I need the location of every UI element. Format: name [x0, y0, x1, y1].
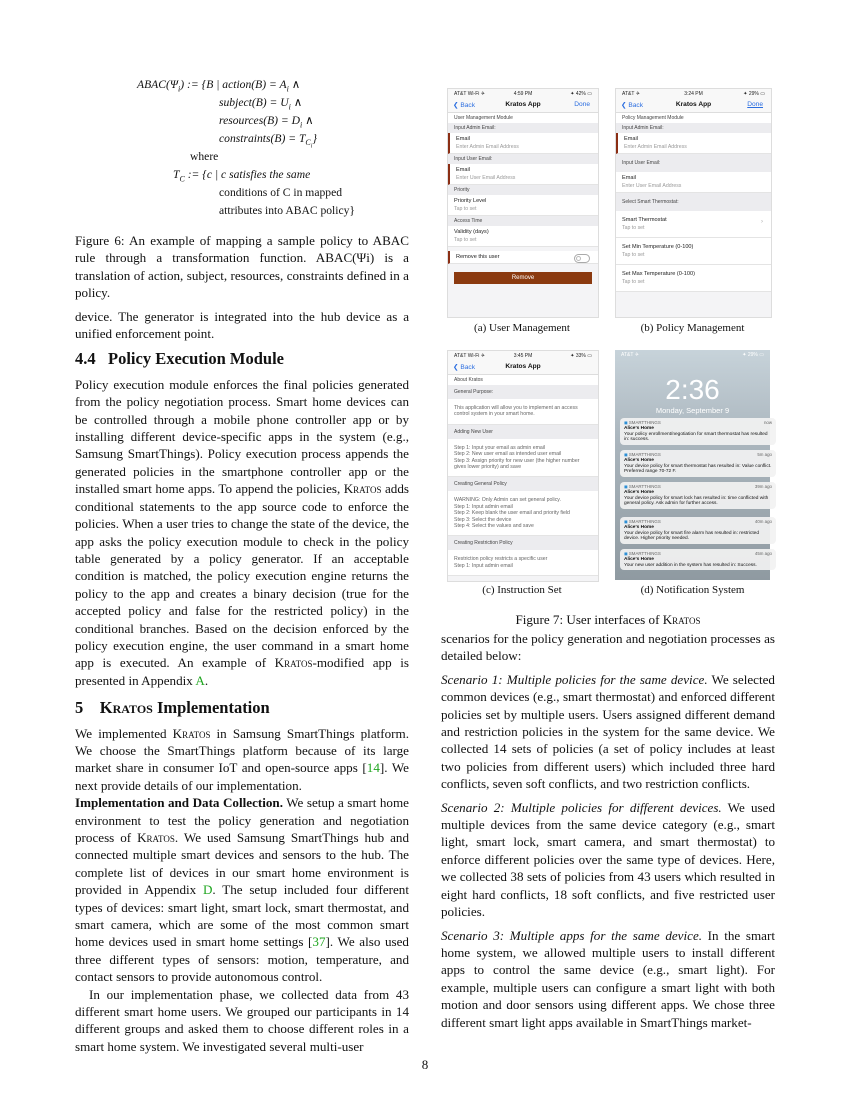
thermostat-selector[interactable]: Smart Thermostat Tap to set › — [616, 211, 771, 238]
back-button[interactable]: ❮ Back — [621, 102, 644, 109]
instruction-text: WARNING: Only Admin can set general policy. Step 1: Input admin email Step 2: Keep blank the user email and priority field Step 3: Select the device Step 4: Select the values and save — [448, 491, 598, 536]
paragraph-policy-execution: Policy execution module enforces the final policies generated from the policy negotiation process. Smart home devices can be controlled through a mobile phone controller app or by installing different device-specific apps in the system (e.g., Samsung SmartThings). Policy execution process appends the generated policies in the smartphone controller app or the installed smart home apps. To append the policies, Kratos adds conditional statements to the app source code to enforce the policies. When a user tries to change the state of the device, the app asks the policy execution module to check in the policy table generated by a policy generator. If an acceptable condition is matched, the policy execution engine returns the policy to the app and creates a binary decision (true for the accepted policy and false for the restricted policy) in the conditional branches. Based on the decision enforced by the policy execution engine, the user command in a smart home app is executed. An example of Kratos-modified app is presented in Appendix A. — [75, 376, 409, 688]
notification-title: Alice's Home — [624, 425, 654, 431]
notification-app: SMARTTHINGS — [628, 420, 661, 425]
status-bar: AT&T ✈ 3:24 PM ✦ 29% ▭ — [616, 89, 771, 98]
section-label: General Purpose: — [448, 385, 598, 399]
instruction-text: Step 1: Input your email as admin email Step 2: New user email as intended user email Step 3: Assign priority for new user (the higher number gives lower priority) and save — [448, 439, 598, 478]
paragraph-implementation-phase: In our implementation phase, we collected data from 43 different smart home users. We grouped our participants in 14 different groups and asked them to choose different roles in a smart home system. We investigated several multi-user — [75, 986, 409, 1054]
app-title: Kratos App — [505, 101, 541, 108]
section-label: Creating General Policy — [448, 477, 598, 491]
notification-title: Alice's Home — [624, 524, 654, 530]
notification-title: Alice's Home — [624, 556, 654, 562]
paragraph-device: device. The generator is integrated into the hub device as a unified enforcement point. — [75, 308, 409, 342]
citation-37[interactable]: 37 — [312, 934, 326, 950]
app-title: Kratos App — [675, 101, 712, 108]
done-button[interactable]: Done — [574, 101, 590, 108]
section-label: Input Admin Email: — [616, 123, 771, 133]
formula-line-4: constraints(B) = $T_{C_i}$} — [219, 132, 318, 150]
module-title: User Management Module — [448, 113, 598, 123]
paragraph-implementation: We implemented Kratos in Samsung SmartThings platform. We choose the SmartThings platform because of its large market share in consumer IoT and open-source apps [14]. We next provide details of our implementation. — [75, 725, 409, 793]
abac-formula — [75, 72, 409, 232]
notification-card[interactable] — [620, 450, 776, 477]
notification-time: 45m ago — [754, 551, 772, 556]
section-label: Creating Restriction Policy — [448, 536, 598, 550]
status-bar: AT&T Wi-Fi ✈ 3:45 PM ✦ 33% ▭ — [448, 351, 598, 360]
notification-time: 5m ago — [757, 452, 772, 457]
notification-header — [624, 551, 772, 557]
notification-body: Your device policy for smart lock has resulted in: time conflicted with general policy. Ask admin for further access. — [624, 495, 769, 507]
section-label: Select Smart Thermostat: — [616, 193, 771, 211]
figure-7-caption: Figure 7: User interfaces of Kratos — [515, 612, 701, 627]
section-label: Access Time — [448, 216, 598, 226]
subcaption-c: (c) Instruction Set — [482, 584, 562, 596]
status-battery: ✦ 29% ▭ — [742, 352, 764, 358]
formula-where: where — [190, 150, 219, 163]
notification-card[interactable] — [620, 482, 776, 509]
notification-header — [624, 484, 772, 490]
notification-header — [624, 519, 772, 525]
app-title: Kratos App — [505, 363, 541, 370]
toggle-switch[interactable] — [574, 254, 590, 263]
notification-body: Your new user addition in the system has resulted in: Success. — [624, 562, 757, 568]
subcaption-a: (a) User Management — [474, 322, 570, 334]
subcaption-d: (d) Notification System — [640, 584, 745, 596]
status-bar: AT&T Wi-Fi ✈ 4:59 PM ✦ 42% ▭ — [448, 89, 598, 98]
remove-button[interactable]: Remove — [454, 272, 592, 284]
section-label: Priority — [448, 185, 598, 195]
lockscreen-date: Monday, September 9 — [655, 406, 730, 415]
paragraph-scenario-1: Scenario 1: Multiple policies for the same device. We selected common devices (e.g., smart thermostat) and enforced different policies set by multiple users. Users assigned different demand and restriction policies in the system for the same device. We collected 14 sets of policies (a set of policy includes at least two policies from different users) which included three hard conflicts, seven soft conflicts, and two restriction conflicts. — [441, 671, 775, 792]
smartthings-icon: ◼ — [624, 484, 629, 489]
module-title: Policy Management Module — [616, 113, 771, 123]
citation-14[interactable]: 14 — [366, 760, 380, 776]
smartthings-icon: ◼ — [624, 551, 629, 556]
notification-title: Alice's Home — [624, 457, 654, 463]
screenshot-user-management — [447, 88, 599, 318]
right-column — [441, 630, 775, 1031]
chevron-right-icon: › — [761, 219, 763, 225]
user-email-field[interactable]: Email Enter User Email Address — [616, 172, 771, 193]
user-email-field[interactable]: Email Enter User Email Address — [448, 164, 598, 185]
notification-time: 39m ago — [754, 484, 772, 489]
paragraph-data-collection: Implementation and Data Collection. We setup a smart home environment to test the policy generation and negotiation process of Kratos. We used Samsung SmartThings hub and connected multiple smart devices and sensors to the hub. The complete list of devices in our smart home environment is provided in Appendix D. The setup included four different types of devices: smart light, smart lock, smart thermostat, and smart camera, which are some of the most common smart home devices used in smart home settings [37]. We also used three different types of sensors: motion, temperature, and contact sensors to provide autonomous control. — [75, 795, 409, 985]
done-button[interactable]: Done — [747, 101, 763, 108]
left-column — [75, 72, 409, 1055]
validity-field[interactable]: Validity (days) Tap to set — [448, 226, 598, 247]
screenshot-instruction-set — [447, 350, 599, 582]
section-label: Input User Email: — [616, 154, 771, 172]
formula-line-6: $T_C$ := {c | c satisfies the same — [173, 168, 311, 184]
notification-app: SMARTTHINGS — [628, 452, 661, 457]
back-button[interactable]: ❮ Back — [453, 364, 476, 371]
notification-app: SMARTTHINGS — [628, 484, 661, 489]
appendix-a-link[interactable]: A — [195, 672, 205, 688]
smartthings-icon: ◼ — [624, 519, 629, 524]
smartthings-icon: ◼ — [624, 420, 629, 425]
notification-card[interactable] — [620, 549, 776, 570]
back-button[interactable]: ❮ Back — [453, 102, 476, 109]
notification-body: Your device policy for smart thermostat has resulted in: Value conflict. Preferred range 70-72 F. — [624, 463, 772, 475]
min-temperature-field[interactable]: Set Min Temperature (0-100) Tap to set — [616, 238, 771, 265]
paragraph-scenario-3: Scenario 3: Multiple apps for the same device. In the smart home system, we allowed multiple users to install different apps to control the same device (e.g., smart light). For example, multiple users can configure a smart light with both motion and door sensors using different apps. We chose three different smart light apps available in SmartThings market- — [441, 927, 775, 1030]
lockscreen-time: 2:36 — [665, 374, 720, 405]
page-number: 8 — [421, 1057, 429, 1072]
subcaption-b: (b) Policy Management — [640, 322, 745, 334]
nav-bar — [448, 98, 598, 113]
notification-body: Your policy enrollment/negotiation for smart thermostat has resulted in: success. — [624, 431, 768, 443]
max-temperature-field[interactable]: Set Max Temperature (0-100) Tap to set — [616, 265, 771, 292]
notification-header — [624, 452, 772, 458]
section-label: Input User Email: — [448, 154, 598, 164]
paragraph-scenarios-intro: scenarios for the policy generation and negotiation processes as detailed below: — [441, 631, 775, 664]
notification-title: Alice's Home — [624, 489, 654, 495]
priority-field[interactable]: Priority Level Tap to set — [448, 195, 598, 216]
section-5-heading: 5 Kratos Implementation — [75, 698, 270, 718]
admin-email-field[interactable]: Email Enter Admin Email Address — [616, 133, 771, 154]
notification-card[interactable] — [620, 517, 776, 544]
remove-user-toggle-row[interactable]: Remove this user — [448, 251, 598, 264]
smartthings-icon: ◼ — [624, 452, 629, 457]
notification-app: SMARTTHINGS — [628, 551, 661, 556]
formula-line-3: resources(B) = $D_i$ ∧ — [219, 114, 314, 130]
status-carrier: AT&T ✈ — [621, 352, 639, 358]
notification-time: 40m ago — [754, 519, 772, 524]
notification-header — [624, 420, 772, 426]
formula-line-2: subject(B) = $U_i$ ∧ — [219, 96, 303, 112]
instruction-text: Restriction policy restricts a specific user Step 1: Input admin email — [448, 550, 598, 576]
nav-bar — [616, 98, 771, 113]
section-label: Input Admin Email: — [448, 123, 598, 133]
section-4-4-heading: 4.4 Policy Execution Module — [75, 349, 284, 369]
admin-email-field[interactable]: Email Enter Admin Email Address — [448, 133, 598, 154]
formula-line-1: $ABAC(\Psi_i)$ := {B | action(B) = $A_i$ ∧ — [137, 78, 301, 94]
screenshot-policy-management — [615, 88, 772, 318]
figure-6-caption: Figure 6: An example of mapping a sample policy to ABAC rule through a transformation function. ABAC(Ψi) is a translation of action, subject, resources, constraints defined in a policy. — [75, 233, 409, 301]
appendix-d-link[interactable]: D — [202, 882, 213, 898]
notification-body: Your device policy for smart fire alarm has resulted in: restricted device. Higher priority needed. — [624, 530, 759, 542]
notification-app: SMARTTHINGS — [628, 519, 661, 524]
notification-card[interactable] — [620, 418, 776, 445]
instruction-text: This application will allow you to implement an access control system in your smart home. — [448, 399, 598, 425]
formula-line-7: conditions of C in mapped — [219, 186, 343, 199]
section-label: Adding New User — [448, 425, 598, 439]
formula-line-8: attributes into ABAC policy} — [219, 204, 355, 217]
paragraph-scenario-2: Scenario 2: Multiple policies for different devices. We used multiple devices from the same device category (e.g., smart light, smart lock, smart camera, and smart thermostat) to enforce different policies over the same type of devices. Here, we collected 38 sets of policies from 43 users which resulted in eight hard conflicts, 18 soft conflicts, and five restricted user policies. — [441, 799, 775, 920]
screenshot-notification-system — [615, 350, 770, 580]
nav-bar — [448, 360, 598, 375]
about-title: About Kratos — [448, 375, 598, 385]
notification-time: now — [763, 420, 772, 425]
